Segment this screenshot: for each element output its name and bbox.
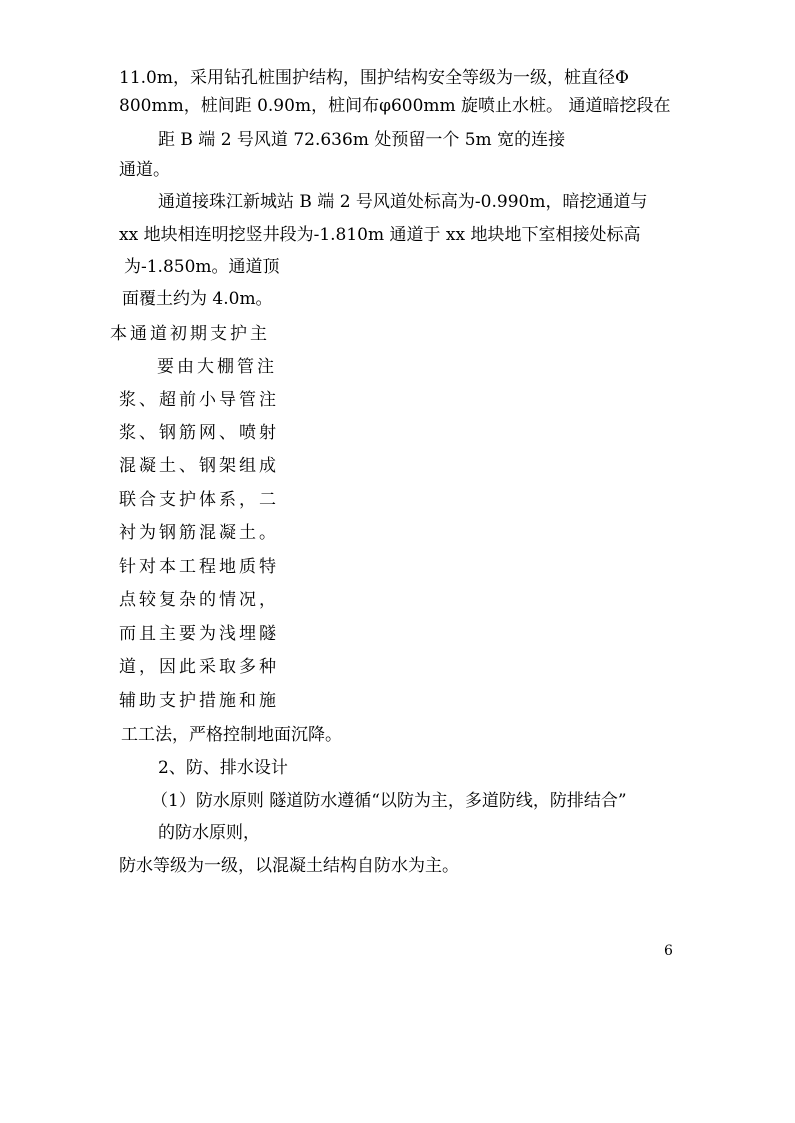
text-line-2: 800mm，桩间距 0.90m，桩间布φ600mm 旋喷止水桩。 通道暗挖段在 bbox=[119, 96, 671, 116]
text-line-19: 道，因此采取多种 bbox=[119, 657, 279, 677]
text-line-24: 的防水原则， bbox=[158, 823, 260, 843]
text-line-11: 浆、超前小导管注 bbox=[119, 390, 279, 410]
text-line-9: 本通道初期支护主 bbox=[110, 324, 270, 344]
text-line-18: 而且主要为浅埋隧 bbox=[119, 624, 279, 644]
text-line-13: 混凝土、钢架组成 bbox=[119, 456, 279, 476]
text-line-10: 要由大棚管注 bbox=[157, 357, 277, 377]
text-line-15: 衬为钢筋混凝土。 bbox=[119, 523, 279, 543]
text-line-20: 辅助支护措施和施 bbox=[119, 691, 279, 711]
text-line-6: xx 地块相连明挖竖井段为-1.810m 通道于 xx 地块地下室相接处标高 bbox=[119, 225, 641, 245]
text-line-17: 点较复杂的情况， bbox=[119, 590, 279, 610]
text-line-23: （1）防水原则 隧道防水遵循“以防为主，多道防线，防排结合” bbox=[151, 791, 627, 811]
text-line-16: 针对本工程地质特 bbox=[119, 557, 279, 577]
text-line-12: 浆、钢筋网、喷射 bbox=[119, 423, 279, 443]
text-line-8: 面覆土约为 4.0m。 bbox=[122, 289, 273, 309]
text-line-5: 通道接珠江新城站 B 端 2 号风道处标高为-0.990m，暗挖通道与 bbox=[158, 192, 648, 212]
page-number: 6 bbox=[664, 943, 673, 959]
text-line-1: 11.0m，采用钻孔桩围护结构，围护结构安全等级为一级，桩直径Φ bbox=[119, 68, 629, 88]
text-line-4: 通道。 bbox=[119, 160, 170, 180]
text-line-7: 为-1.850m。通道顶 bbox=[124, 257, 280, 277]
text-line-3: 距 B 端 2 号风道 72.636m 处预留一个 5m 宽的连接 bbox=[158, 130, 566, 150]
text-line-21: 工工法，严格控制地面沉降。 bbox=[121, 725, 342, 745]
text-line-25: 防水等级为一级，以混凝土结构自防水为主。 bbox=[119, 856, 459, 876]
section-heading: 2、防、排水设计 bbox=[158, 758, 288, 778]
text-line-14: 联合支护体系，二 bbox=[119, 490, 279, 510]
